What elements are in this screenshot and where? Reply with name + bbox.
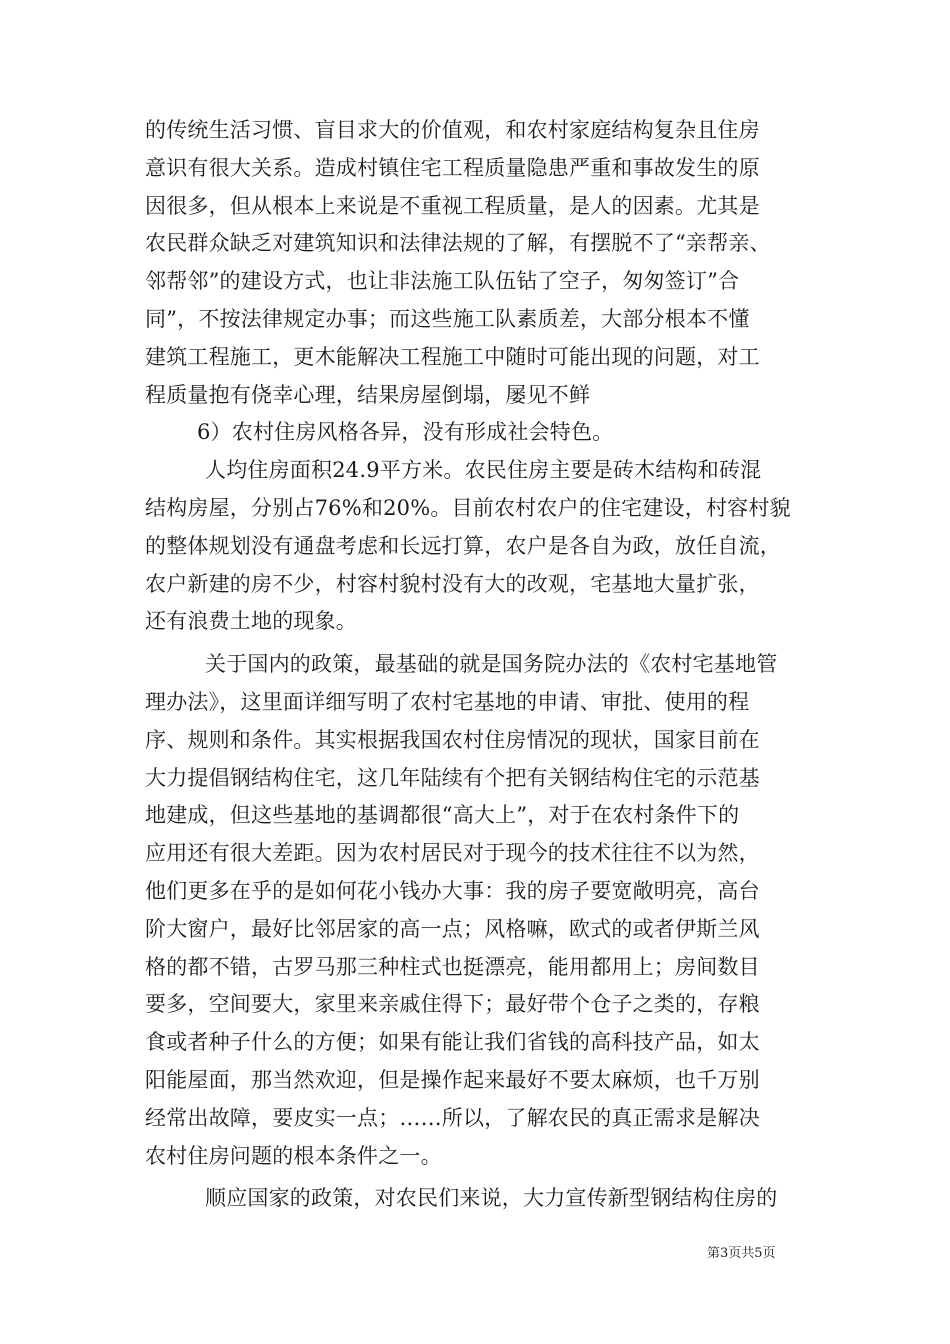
section-heading [145, 414, 815, 452]
paragraph-4 [145, 1180, 815, 1218]
text-line: 大力提倡钢结构住宅，这几年陆续有个把有关钢结构住宅的示范基 [145, 765, 760, 790]
text-line: 程质量抱有侥幸心理，结果房屋倒塌，屡见不鲜 [145, 382, 591, 407]
document-body [145, 112, 815, 1218]
text-line: 他们更多在乎的是如何花小钱办大事：我的房子要宽敞明亮，高台 [145, 878, 760, 903]
text-line: 邻帮邻”的建设方式，也让非法施工队伍钻了空子，匆匆签订”合 [145, 269, 740, 294]
text-line: 理办法》，这里面详细写明了农村宅基地的申请、审批、使用的程 [145, 689, 750, 714]
text-line: 经常出故障，要皮实一点；……所以，了解农民的真正需求是解决 [145, 1105, 760, 1130]
text-line: 序、规则和条件。其实根据我国农村住房情况的现状，国家目前在 [145, 727, 760, 752]
text-line: 因很多，但从根本上来说是不重视工程质量，是人的因素。尤其是 [145, 193, 760, 218]
text-line: 同”，不按法律规定办事；而这些施工队素质差，大部分根本不懂 [145, 306, 750, 331]
text-line: 地建成，但这些基地的基调都很“高大上”，对于在农村条件下的 [145, 803, 740, 828]
paragraph-1 [145, 112, 815, 414]
page-number: 第3页共5页 [707, 1246, 776, 1261]
text-line: 要多，空间要大，家里来亲戚住得下；最好带个仓子之类的，存粮 [145, 992, 760, 1017]
text-line: 阶大窗户，最好比邻居家的高一点；风格嘛，欧式的或者伊斯兰风 [145, 916, 760, 941]
paragraph-3 [145, 646, 815, 1175]
text-line: 格的都不错，古罗马那三种柱式也挺漂亮，能用都用上；房间数目 [145, 954, 760, 979]
text-line: 建筑工程施工，更木能解决工程施工中随时可能出现的问题，对工 [145, 344, 760, 369]
text-line: 阳能屋面，那当然欢迎，但是操作起来最好不要太麻烦，也千万别 [145, 1067, 760, 1092]
text-line: 结构房屋，分别占76%和20%。目前农村农户的住宅建设，村容村貌 [145, 495, 791, 520]
text-line: 应用还有很大差距。因为农村居民对于现今的技术往往不以为然， [145, 841, 760, 866]
section-heading-text: 6）农村住房风格各异，没有形成社会特色。 [197, 420, 614, 445]
text-line: 的整体规划没有通盘考虑和长远打算，农户是各自为政，放任自流， [145, 533, 781, 558]
text-line: 的传统生活习惯、盲目求大的价值观，和农村家庭结构复杂且住房 [145, 118, 760, 142]
text-line: 还有浪费土地的现象。 [145, 609, 357, 634]
text-line: 人均住房面积24.9平方米。农民住房主要是砖木结构和砖混 [205, 458, 762, 483]
paragraph-2 [145, 452, 815, 641]
text-line: 农村住房问题的根本条件之一。 [145, 1143, 442, 1168]
text-line: 关于国内的政策，最基础的就是国务院办法的《农村宅基地管 [205, 652, 778, 677]
text-line: 意识有很大关系。造成村镇住宅工程质量隐患严重和事故发生的原 [145, 155, 760, 180]
text-line: 食或者种子什么的方便；如果有能让我们省钱的高科技产品，如太 [145, 1030, 760, 1055]
text-line: 农户新建的房不少，村容村貌村没有大的改观，宅基地大量扩张， [145, 571, 760, 596]
text-line: 农民群众缺乏对建筑知识和法律法规的了解，有摆脱不了“亲帮亲、 [145, 231, 771, 256]
text-line: 顺应国家的政策，对农民们来说，大力宣传新型钢结构住房的 [205, 1186, 778, 1211]
